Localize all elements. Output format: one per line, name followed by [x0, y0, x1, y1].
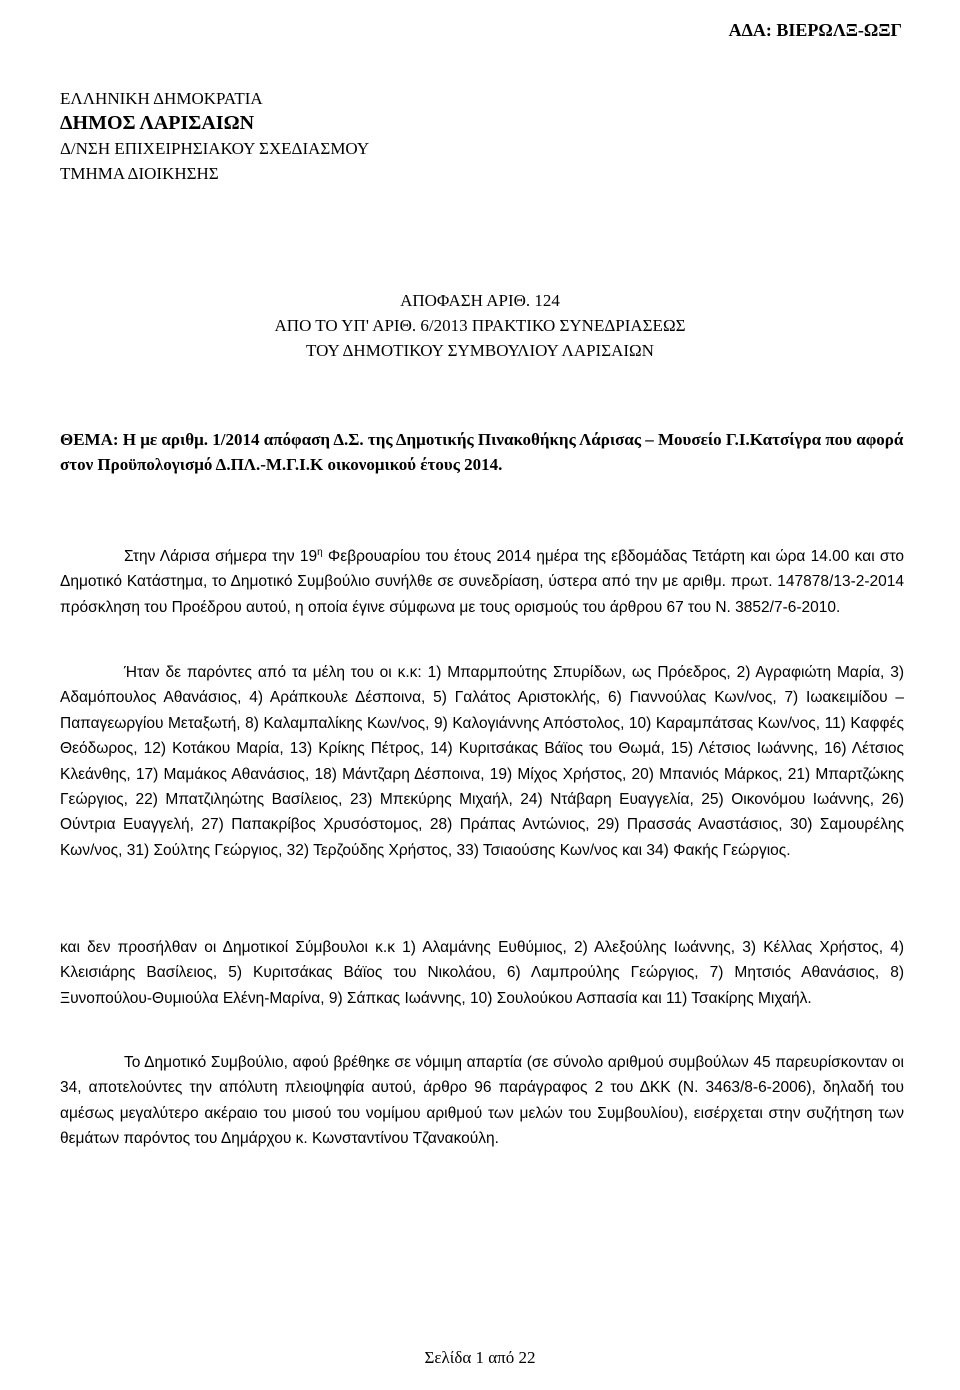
- decision-title: [0, 288, 960, 363]
- ordinal-superscript: η: [317, 546, 323, 558]
- page-number: Σελίδα 1 από 22: [424, 1348, 536, 1367]
- header-department: ΤΜΗΜΑ ΔΙΟΙΚΗΣΗΣ: [60, 164, 219, 183]
- paragraph-meeting-rest: Φεβρουαρίου του έτους 2014 ημέρα της εβδομάδας Τετάρτη και ώρα 14.00 και στο Δημοτικό Κατάστημα, το Δημοτικό Συμβούλιο συνήλθε σε συνεδρίαση, ύστερα από την με αριθμ. πρωτ. 147878/13-2-2014 πρόσκληση του Προέδρου αυτού, η οποία έγινε σύμφωνα με τους ορισμούς του άρθρου 67 του Ν. 3852/7-6-2010.: [60, 548, 904, 616]
- header-country: ΕΛΛΗΝΙΚΗ ΔΗΜΟΚΡΑΤΙΑ: [60, 89, 263, 108]
- paragraph-absent-members: και δεν προσήλθαν οι Δημοτικοί Σύμβουλοι κ.κ 1) Αλαμάνης Ευθύμιος, 2) Αλεξούλης Ιωάννης, 3) Κέλλας Χρήστος, 4) Κλεισιάρης Βασίλειος, 5) Κυριτσάκας Βάϊος του Νικολάου, 6) Λαμπρούλης Γεώργιος, 7) Μητσιός Αθανάσιος, 8) Ξυνοπούλου-Θυμιούλα Ελένη-Μαρίνα, 9) Σάπκας Ιωάννης, 10) Σουλούκου Ασπασία και 11) Τσακίρης Μιχαήλ.: [60, 939, 904, 1007]
- ada-code: ΑΔΑ: ΒΙΕΡΩΛΞ-ΩΞΓ: [728, 20, 902, 40]
- issuer-header: [60, 86, 369, 186]
- paragraph-meeting-start: Στην Λάρισα σήμερα την 19: [124, 548, 318, 565]
- decision-council: ΤΟΥ ΔΗΜΟΤΙΚΟΥ ΣΥΜΒΟΥΛΙΟΥ ΛΑΡΙΣΑΙΩΝ: [306, 341, 654, 360]
- paragraph-present-members: Ήταν δε παρόντες από τα μέλη του οι κ.κ: 1) Μπαρμπούτης Σπυρίδων, ως Πρόεδρος, 2) Αγραφιώτη Μαρία, 3) Αδαμόπουλος Αθανάσιος, 4) Αράπκουλε Δέσποινα, 5) Γαλάτος Αριστοκλής, 6) Γιαννούλας Κων/νος, 7) Ιωακειμίδου – Παπαγεωργίου Μεταξωτή, 8) Καλαμπαλίκης Κων/νος, 9) Καλογιάννης Απόστολος, 10) Καραμπάτσας Κων/νος, 11) Καφφές Θεόδωρος, 12) Κοτάκου Μαρία, 13) Κρίκης Πέτρος, 14) Κυριτσάκας Βάϊος του Θωμά, 15) Λέτσιος Ιωάννης, 16) Λέτσιος Κλεάνθης, 17) Μαμάκος Αθανάσιος, 18) Μάντζαρη Δέσποινα, 19) Μίχος Χρήστος, 20) Μπανιός Μάρκος, 21) Μπαρτζώκης Γεώργιος, 22) Μπατζιληώτης Βασίλειος, 23) Μπεκύρης Μιχαήλ, 24) Ντάβαρη Ευαγγελία, 25) Οικονόμου Ιωάννης, 26) Ούντρια Ευαγγελή, 27) Παπακρίβος Χρυσόστομος, 28) Πράπας Αντώνιος, 29) Πρασσάς Αναστάσιος, 30) Σαμουρέλης Κων/νος, 31) Σούλτης Γεώργιος, 32) Τερζούδης Χρήστος, 33) Τσιαούσης Κων/νος και 34) Φακής Γεώργιος.: [60, 664, 904, 859]
- decision-minutes: ΑΠΟ ΤΟ ΥΠ' ΑΡΙΘ. 6/2013 ΠΡΑΚΤΙΚΟ ΣΥΝΕΔΡΙΑΣΕΩΣ: [274, 316, 686, 335]
- subject: ΘΕΜΑ: Η με αριθμ. 1/2014 απόφαση Δ.Σ. της Δημοτικής Πινακοθήκης Λάρισας – Μουσείο Γ.Ι.Κατσίγρα που αφορά στον Προϋπολογισμό Δ.ΠΛ.-Μ.Γ.Ι.Κ οικονομικού έτους 2014.: [60, 430, 904, 474]
- paragraph-meeting: [60, 544, 904, 620]
- decision-number: ΑΠΟΦΑΣΗ ΑΡΙΘ. 124: [400, 291, 560, 310]
- header-municipality: ΔΗΜΟΣ ΛΑΡΙΣΑΙΩΝ: [60, 112, 255, 134]
- paragraph-quorum: Το Δημοτικό Συμβούλιο, αφού βρέθηκε σε νόμιμη απαρτία (σε σύνολο αριθμού συμβούλων 45 παρευρίσκονταν οι 34, αποτελούντες την απόλυτη πλειοψηφία αυτού, άρθρο 96 παράγραφος 2 του ΔΚΚ (Ν. 3463/8-6-2006), δηλαδή του αμέσως μεγαλύτερο ακέραιο του μισού του νομίμου αριθμού των μελών του Συμβουλίου), εισέρχεται στην συζήτηση των θεμάτων παρόντος του Δημάρχου κ. Κωνσταντίνου Τζανακούλη.: [60, 1054, 904, 1148]
- header-directorate: Δ/ΝΣΗ ΕΠΙΧΕΙΡΗΣΙΑΚΟΥ ΣΧΕΔΙΑΣΜΟΥ: [60, 139, 370, 158]
